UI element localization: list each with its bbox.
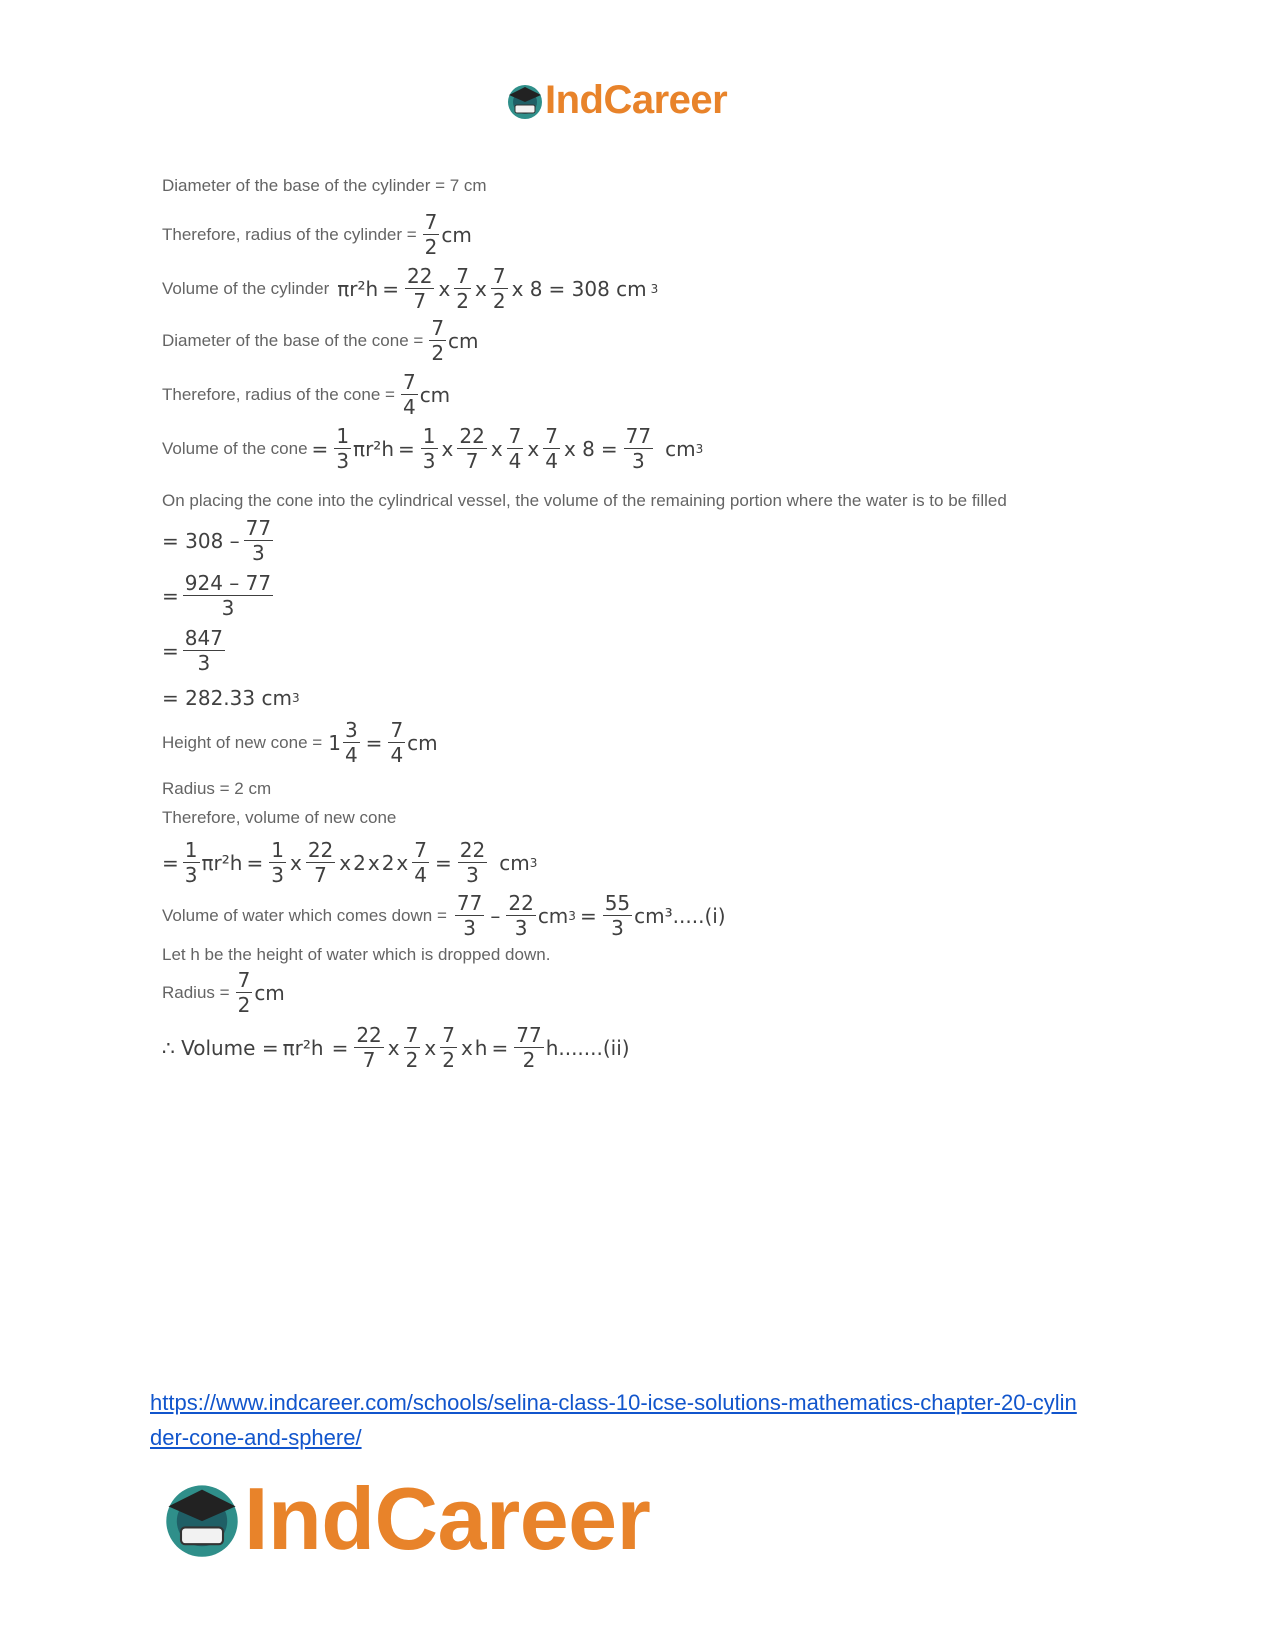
footer-logo [160,1468,650,1570]
line-step-4: = 282.33 cm 3 [162,686,300,710]
line-step-2: = $\frac{924 - 77}{3}$ [162,571,272,620]
graduation-cap-icon [505,81,545,121]
fraction: 22 7 [307,838,334,887]
fraction: 7 2 [424,210,438,259]
fraction: $\frac{22}{3}$ [459,838,486,887]
fraction: $\frac{7}{4}$ [414,838,427,887]
line-diameter-cone: Diameter of the base of the cone = 7 2 cm [162,316,479,365]
line-new-cone-equation: = $\frac{1}{3}$ πr²h = $\frac{1}{3}$ x 22 7 x 2 x 2 x $\frac{7}{4}$ = $\frac{22}{3}$ cm 3 [162,838,538,887]
line-volume-cone: Volume of the cone = $\frac{1}{3}$ πr²h = $\frac{1}{3}$ x 22 7 x 7 4 x 7 4 x 8 = $\frac{77}{3}$ cm 3 [162,424,704,473]
fraction: $\frac{1}{3}$ [336,424,350,473]
fraction: $\frac{1}{3}$ [184,838,198,887]
line-step-1: = 308 – 77 3 [162,516,272,565]
line-radius-2: Radius = 2 cm [162,779,272,798]
fraction: 7 2 [405,1023,419,1072]
fraction: 7 2 [456,264,470,313]
line-radius-cone: Therefore, radius of the cone = 7 4 cm [162,370,451,419]
line-step-3: = $\frac{847}{3}$ [162,626,223,675]
line-final-volume: ∴ Volume = πr²h = $\frac{22}{7}$ x 7 2 x 7 2 x h = $\frac{77}{2}$ h.......(ii) [162,1023,630,1072]
line-diameter-cylinder: Diameter of the base of the cylinder = 7 cm [162,176,487,195]
line-radius-cylinder: Therefore, radius of the cylinder = 7 2 cm [162,210,472,259]
line-volume-new-cone-label: Therefore, volume of new cone [162,808,397,827]
logo-text: IndCareer [244,1469,651,1568]
fraction: 7 4 [508,424,522,473]
line-height-new-cone: Height of new cone = 1 3 4 = $\frac{7}{4}$ cm [162,718,438,767]
graduation-cap-icon [160,1477,244,1561]
mixed-number: 1 3 4 [328,718,358,767]
fraction: $\frac{55}{3}$ [604,891,631,940]
fraction: 77 3 [456,891,483,940]
line-radius-final: Radius = 7 2 cm [162,968,285,1017]
fraction: 7 2 [442,1023,455,1072]
fraction: $\frac{924 - 77}{3}$ [184,571,272,620]
line-height-dropped: Let h be the height of water which is dropped down. [162,945,551,964]
fraction: 3 4 [344,718,358,767]
line-water-comes-down: Volume of water which comes down = 77 3 – 22 3 cm 3 = $\frac{55}{3}$ cm³.....(i) [162,891,726,940]
header-logo [505,78,727,123]
fraction: 22 7 [459,424,485,473]
fraction: $\frac{847}{3}$ [184,626,223,675]
source-link[interactable]: https://www.indcareer.com/schools/selina-class-10-icse-solutions-mathematics-chapter-20-cylin der-cone-and-sphere/ [150,1390,1077,1450]
fraction: $\frac{22}{7}$ [407,264,433,313]
line-volume-cylinder: Volume of the cylinder πr²h = $\frac{22}{7}$ x 7 2 x 7 2 x 8 = 308 cm 3 [162,264,659,313]
fraction: 77 3 [245,516,272,565]
fraction: $\frac{77}{2}$ [516,1023,542,1072]
fraction: $\frac{22}{7}$ [356,1023,382,1072]
fraction: 7 4 [402,370,416,419]
fraction: 22 3 [508,891,534,940]
fraction: 7 2 [492,264,506,313]
fraction: $\frac{1}{3}$ [271,838,284,887]
fraction: $\frac{77}{3}$ [625,424,652,473]
fraction: 7 2 [237,968,251,1017]
fraction: $\frac{1}{3}$ [422,424,436,473]
fraction: $\frac{7}{4}$ [390,718,404,767]
fraction: 7 2 [431,316,445,365]
line-remaining-portion: On placing the cone into the cylindrical vessel, the volume of the remaining portion where the water is to be filled [162,491,1007,510]
logo-text: IndCareer [545,78,728,122]
fraction: 7 4 [545,424,558,473]
